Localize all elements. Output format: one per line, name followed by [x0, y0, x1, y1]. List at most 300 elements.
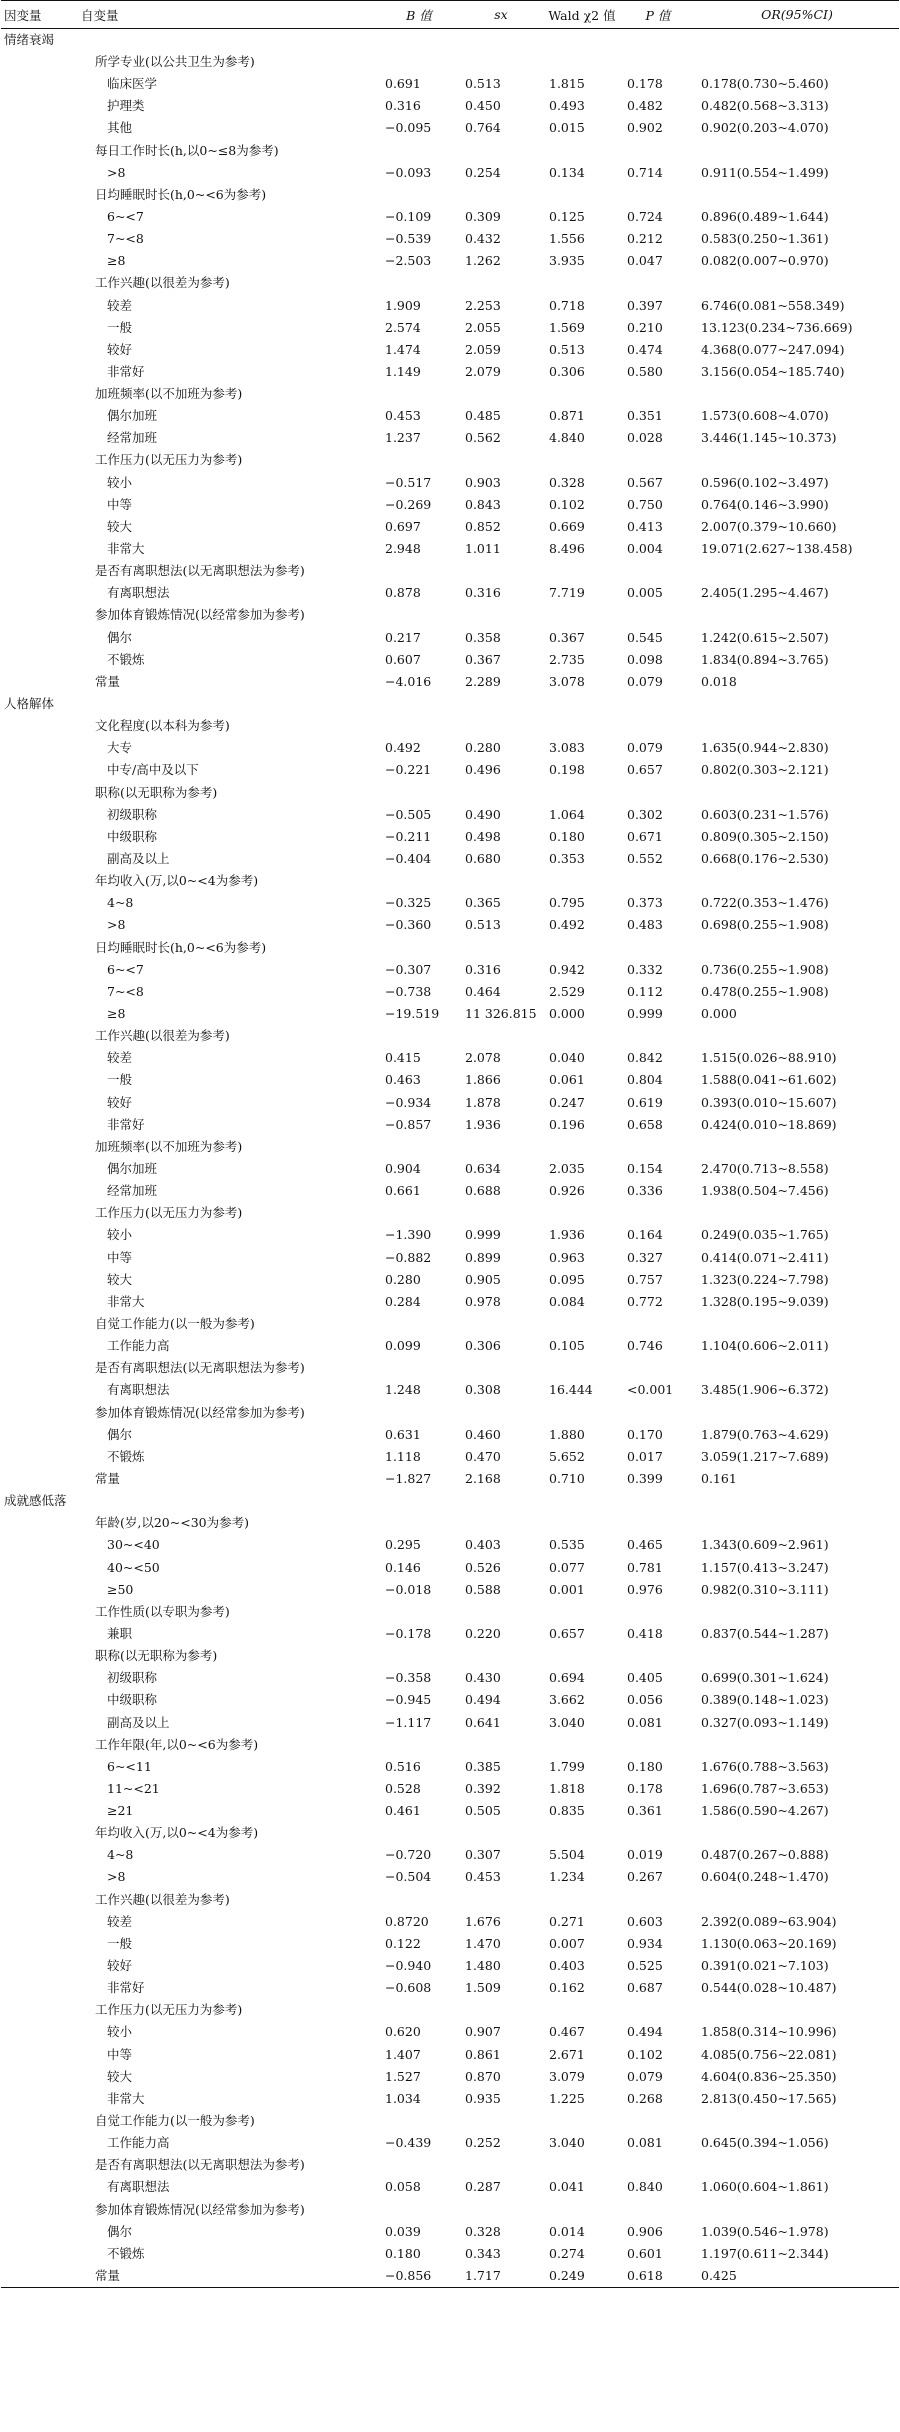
- independent-variable-cell: 日均睡眠时长(h,0~<6为参考): [95, 186, 267, 202]
- table-row: [1, 649, 899, 671]
- se-cell: 0.367: [465, 651, 501, 667]
- p-value-cell: 0.397: [627, 297, 663, 313]
- table-row: [1, 1557, 899, 1579]
- wald-cell: 0.492: [549, 917, 585, 933]
- b-value-cell: −0.856: [379, 2265, 459, 2288]
- dependent-variable-cell: [1, 1756, 79, 1778]
- table-row: [1, 1158, 899, 1180]
- dependent-variable-cell: [1, 1845, 79, 1867]
- or-ci-cell: 1.104(0.606~2.011): [701, 1338, 829, 1354]
- or-ci-cell: 1.586(0.590~4.267): [701, 1803, 829, 1819]
- se-cell: 0.287: [465, 2179, 501, 2195]
- dependent-variable-cell: [1, 826, 79, 848]
- table-row: [1, 1933, 899, 1955]
- b-value-cell: 0.631: [385, 1426, 421, 1442]
- se-cell: 0.496: [465, 762, 501, 778]
- independent-variable-cell: 常量: [95, 673, 121, 689]
- dependent-variable-cell: [1, 2022, 79, 2044]
- p-value-cell: [621, 1645, 695, 1667]
- table-row: [1, 892, 899, 914]
- or-ci-cell: 0.722(0.353~1.476): [701, 895, 829, 911]
- or-ci-cell: [695, 1202, 899, 1224]
- se-cell: [459, 2199, 543, 2221]
- table-row: [1, 95, 899, 117]
- or-ci-cell: 1.879(0.763~4.629): [701, 1426, 829, 1442]
- p-value-cell: 0.934: [627, 1935, 663, 1951]
- b-value-cell: −0.882: [385, 1249, 432, 1265]
- dependent-variable-cell: 情绪衰竭: [4, 31, 55, 47]
- wald-cell: 3.083: [549, 740, 585, 756]
- dependent-variable-cell: [1, 295, 79, 317]
- table-row: [1, 1291, 899, 1313]
- independent-variable-cell: 非常大: [107, 541, 145, 557]
- independent-variable-cell: 偶尔加班: [107, 1160, 158, 1176]
- table-row: [1, 472, 899, 494]
- dependent-variable-cell: [1, 1955, 79, 1977]
- dependent-variable-cell: [1, 1468, 79, 1490]
- or-ci-cell: 0.809(0.305~2.150): [701, 828, 829, 844]
- independent-variable-cell: 4~8: [107, 1847, 134, 1863]
- p-value-cell: [621, 2199, 695, 2221]
- p-value-cell: [621, 1202, 695, 1224]
- dependent-variable-cell: [1, 848, 79, 870]
- or-ci-cell: 4.604(0.836~25.350): [701, 2068, 837, 2084]
- b-value-cell: [379, 1512, 459, 1534]
- dependent-variable-cell: [1, 361, 79, 383]
- p-value-cell: [621, 2110, 695, 2132]
- b-value-cell: 0.122: [385, 1935, 421, 1951]
- b-value-cell: 0.607: [385, 651, 421, 667]
- se-cell: 0.316: [465, 585, 501, 601]
- table-row: [1, 981, 899, 1003]
- se-cell: 0.526: [465, 1559, 501, 1575]
- independent-variable-cell: 11~<21: [107, 1780, 160, 1796]
- independent-variable-cell: 较差: [107, 1913, 133, 1929]
- wald-cell: [543, 1822, 621, 1844]
- independent-variable-cell: [79, 29, 379, 52]
- b-value-cell: [379, 1601, 459, 1623]
- p-value-cell: 0.724: [627, 208, 663, 224]
- se-cell: 1.262: [465, 253, 501, 269]
- independent-variable-cell: 6~<7: [107, 961, 144, 977]
- p-value-cell: [621, 184, 695, 206]
- p-value-cell: [621, 273, 695, 295]
- b-value-cell: −4.016: [385, 673, 432, 689]
- wald-cell: 0.535: [549, 1537, 585, 1553]
- header-standard-error: sx: [459, 1, 543, 29]
- se-cell: 0.307: [465, 1847, 501, 1863]
- b-value-cell: 0.453: [385, 408, 421, 424]
- b-value-cell: [379, 1136, 459, 1158]
- or-ci-cell: 1.515(0.026~88.910): [701, 1050, 837, 1066]
- dependent-variable-cell: [1, 1424, 79, 1446]
- or-ci-cell: [695, 184, 899, 206]
- se-cell: [459, 1889, 543, 1911]
- table-row: [1, 760, 899, 782]
- independent-variable-cell: 较大: [107, 518, 133, 534]
- p-value-cell: 0.618: [621, 2265, 695, 2288]
- header-p-value: P 值: [621, 1, 695, 29]
- regression-table: [1, 0, 899, 2288]
- se-cell: 0.861: [465, 2046, 501, 2062]
- dependent-variable-cell: [1, 494, 79, 516]
- table-row: [1, 1512, 899, 1534]
- table-row: [1, 228, 899, 250]
- wald-cell: 3.040: [549, 1714, 585, 1730]
- or-ci-cell: 1.938(0.504~7.456): [701, 1183, 829, 1199]
- b-value-cell: −0.940: [385, 1958, 432, 1974]
- b-value-cell: [379, 1645, 459, 1667]
- table-row: [1, 2022, 899, 2044]
- or-ci-cell: 0.249(0.035~1.765): [701, 1227, 829, 1243]
- dependent-variable-cell: [1, 339, 79, 361]
- table-row: [1, 1092, 899, 1114]
- or-ci-cell: 1.197(0.611~2.344): [701, 2245, 829, 2261]
- dependent-variable-cell: [1, 516, 79, 538]
- b-value-cell: 0.058: [385, 2179, 421, 2195]
- p-value-cell: 0.418: [627, 1625, 663, 1641]
- p-value-cell: 0.840: [627, 2179, 663, 2195]
- or-ci-cell: 1.130(0.063~20.169): [701, 1935, 837, 1951]
- b-value-cell: −0.539: [385, 231, 432, 247]
- dependent-variable-cell: [1, 804, 79, 826]
- or-ci-cell: [695, 1889, 899, 1911]
- se-cell: 0.403: [465, 1537, 501, 1553]
- dependent-variable-cell: [1, 1579, 79, 1601]
- dependent-variable-cell: [1, 2199, 79, 2221]
- b-value-cell: −0.109: [385, 208, 432, 224]
- se-cell: 1.676: [465, 1913, 501, 1929]
- wald-cell: [543, 1512, 621, 1534]
- se-cell: 0.460: [465, 1426, 501, 1442]
- independent-variable-cell: 年均收入(万,以0~<4为参考): [95, 1825, 259, 1841]
- or-ci-cell: 0.000: [701, 1006, 737, 1021]
- se-cell: 0.490: [465, 806, 501, 822]
- table-row: [1, 1003, 899, 1025]
- table-row: [1, 2110, 899, 2132]
- independent-variable-cell: 工作能力高: [107, 1338, 170, 1354]
- independent-variable-cell: 工作压力(以无压力为参考): [95, 452, 243, 468]
- wald-cell: [543, 605, 621, 627]
- independent-variable-cell: 副高及以上: [107, 851, 170, 867]
- b-value-cell: −19.519: [385, 1006, 440, 1021]
- table-row: [1, 1202, 899, 1224]
- b-value-cell: 1.118: [385, 1448, 421, 1464]
- independent-variable-cell: 是否有离职想法(以无离职想法为参考): [95, 1360, 305, 1376]
- table-row: [1, 295, 899, 317]
- dependent-variable-cell: [1, 1269, 79, 1291]
- wald-cell: 0.105: [549, 1338, 585, 1354]
- or-ci-cell: [695, 937, 899, 959]
- b-value-cell: −0.358: [385, 1670, 432, 1686]
- independent-variable-cell: 中级职称: [107, 1692, 158, 1708]
- se-cell: 0.464: [465, 983, 501, 999]
- se-cell: 1.717: [459, 2265, 543, 2288]
- se-cell: 1.509: [465, 1980, 501, 1996]
- or-ci-cell: 1.588(0.041~61.602): [701, 1072, 837, 1088]
- table-row: [1, 1778, 899, 1800]
- b-value-cell: −0.945: [385, 1692, 432, 1708]
- p-value-cell: 0.302: [627, 806, 663, 822]
- se-cell: 0.306: [465, 1338, 501, 1354]
- b-value-cell: 0.620: [385, 2024, 421, 2040]
- dependent-variable-cell: [1, 671, 79, 693]
- or-ci-cell: 0.668(0.176~2.530): [701, 851, 829, 867]
- b-value-cell: 0.461: [385, 1803, 421, 1819]
- b-value-cell: 1.407: [385, 2046, 421, 2062]
- b-value-cell: [379, 1734, 459, 1756]
- se-cell: 0.498: [465, 828, 501, 844]
- p-value-cell: [621, 937, 695, 959]
- independent-variable-cell: 较大: [107, 2068, 133, 2084]
- b-value-cell: 0.284: [385, 1293, 421, 1309]
- wald-cell: 0.926: [549, 1183, 585, 1199]
- table-row: [1, 1911, 899, 1933]
- table-row: [1, 848, 899, 870]
- wald-cell: 1.799: [549, 1758, 585, 1774]
- dependent-variable-cell: [1, 450, 79, 472]
- wald-cell: 0.403: [549, 1958, 585, 1974]
- wald-cell: 5.652: [549, 1448, 585, 1464]
- or-ci-cell: [695, 782, 899, 804]
- dependent-variable-cell: [1, 2132, 79, 2154]
- p-value-cell: 0.081: [627, 1714, 663, 1730]
- table-row: [1, 1601, 899, 1623]
- dependent-variable-cell: [1, 538, 79, 560]
- or-ci-cell: [695, 2155, 899, 2177]
- wald-cell: 0.467: [549, 2024, 585, 2040]
- p-value-cell: 0.619: [627, 1094, 663, 1110]
- wald-cell: 0.196: [549, 1116, 585, 1132]
- or-ci-cell: [695, 1734, 899, 1756]
- se-cell: [459, 1202, 543, 1224]
- wald-cell: 1.936: [549, 1227, 585, 1243]
- wald-cell: 3.079: [549, 2068, 585, 2084]
- dependent-variable-cell: [1, 2000, 79, 2022]
- p-value-cell: 0.976: [627, 1581, 663, 1597]
- dependent-variable-cell: [1, 2177, 79, 2199]
- se-cell: 2.059: [465, 341, 501, 357]
- or-ci-cell: 4.368(0.077~247.094): [701, 341, 845, 357]
- se-cell: 2.168: [465, 1470, 501, 1486]
- p-value-cell: 0.545: [627, 629, 663, 645]
- b-value-cell: −0.221: [385, 762, 432, 778]
- or-ci-cell: 1.696(0.787~3.653): [701, 1780, 829, 1796]
- independent-variable-cell: 初级职称: [107, 806, 158, 822]
- or-ci-cell: [695, 1512, 899, 1534]
- table-row: [1, 1446, 899, 1468]
- wald-cell: 0.835: [549, 1803, 585, 1819]
- or-ci-cell: 19.071(2.627~138.458): [701, 541, 853, 557]
- b-value-cell: 0.180: [385, 2245, 421, 2261]
- se-cell: 1.480: [465, 1958, 501, 1974]
- p-value-cell: 0.079: [627, 2068, 663, 2084]
- or-ci-cell: 0.391(0.021~7.103): [701, 1958, 829, 1974]
- independent-variable-cell: 较差: [107, 297, 133, 313]
- b-value-cell: [379, 273, 459, 295]
- or-ci-cell: 0.911(0.554~1.499): [701, 164, 829, 180]
- b-value-cell: 0.516: [385, 1758, 421, 1774]
- se-cell: [459, 560, 543, 582]
- independent-variable-cell: 职称(以无职称为参考): [95, 1648, 218, 1664]
- wald-cell: [543, 51, 621, 73]
- p-value-cell: 0.671: [627, 828, 663, 844]
- b-value-cell: 2.948: [385, 541, 421, 557]
- or-ci-cell: 1.635(0.944~2.830): [701, 740, 829, 756]
- se-cell: 0.343: [465, 2245, 501, 2261]
- dependent-variable-cell: [1, 162, 79, 184]
- independent-variable-cell: 兼职: [107, 1625, 133, 1641]
- or-ci-cell: 2.813(0.450~17.565): [701, 2090, 837, 2106]
- wald-cell: 0.134: [549, 164, 585, 180]
- p-value-cell: 0.170: [627, 1426, 663, 1442]
- or-ci-cell: 1.060(0.604~1.861): [701, 2179, 829, 2195]
- table-row: [1, 1889, 899, 1911]
- independent-variable-cell: 较差: [107, 1050, 133, 1066]
- dependent-variable-cell: 成就感低落: [4, 1493, 67, 1509]
- se-cell: [459, 1025, 543, 1047]
- or-ci-cell: 1.573(0.608~4.070): [701, 408, 829, 424]
- b-value-cell: [379, 51, 459, 73]
- p-value-cell: 0.525: [627, 1958, 663, 1974]
- se-cell: [459, 273, 543, 295]
- independent-variable-cell: 所学专业(以公共卫生为参考): [95, 53, 255, 69]
- b-value-cell: [379, 1357, 459, 1379]
- p-value-cell: [621, 693, 695, 715]
- table-row: [1, 782, 899, 804]
- independent-variable-cell: 不锻炼: [107, 1448, 145, 1464]
- or-ci-cell: [695, 1402, 899, 1424]
- se-cell: [459, 1645, 543, 1667]
- p-value-cell: 0.180: [627, 1758, 663, 1774]
- se-cell: [459, 51, 543, 73]
- independent-variable-cell: 较小: [107, 474, 133, 490]
- or-ci-cell: [695, 1313, 899, 1335]
- dependent-variable-cell: [1, 1645, 79, 1667]
- wald-cell: [543, 1025, 621, 1047]
- independent-variable-cell: 工作年限(年,以0~<6为参考): [95, 1736, 259, 1752]
- independent-variable-cell: 6~<11: [107, 1758, 152, 1774]
- b-value-cell: 0.295: [385, 1537, 421, 1553]
- dependent-variable-cell: [1, 959, 79, 981]
- wald-cell: 8.496: [549, 541, 585, 557]
- table-row: [1, 1734, 899, 1756]
- independent-variable-cell: 偶尔: [107, 1426, 133, 1442]
- p-value-cell: [621, 1512, 695, 1534]
- wald-cell: 1.225: [549, 2090, 585, 2106]
- table-row: [1, 1490, 899, 1512]
- dependent-variable-cell: [1, 1889, 79, 1911]
- dependent-variable-cell: [1, 118, 79, 140]
- b-value-cell: 0.8720: [385, 1913, 429, 1929]
- wald-cell: 0.125: [549, 208, 585, 224]
- se-cell: [459, 184, 543, 206]
- dependent-variable-cell: 人格解体: [4, 696, 55, 712]
- or-ci-cell: 2.470(0.713~8.558): [701, 1160, 829, 1176]
- table-row: [1, 1180, 899, 1202]
- dependent-variable-cell: [1, 1158, 79, 1180]
- table-row: [1, 1335, 899, 1357]
- independent-variable-cell: 非常好: [107, 363, 145, 379]
- or-ci-cell: 0.018: [701, 673, 737, 689]
- table-row: [1, 627, 899, 649]
- independent-variable-cell: 4~8: [107, 895, 134, 911]
- dependent-variable-cell: [1, 870, 79, 892]
- wald-cell: 1.569: [549, 319, 585, 335]
- or-ci-cell: 0.736(0.255~1.908): [701, 961, 829, 977]
- table-row: [1, 405, 899, 427]
- p-value-cell: 0.373: [627, 895, 663, 911]
- se-cell: 0.432: [465, 231, 501, 247]
- dependent-variable-cell: [1, 2044, 79, 2066]
- independent-variable-cell: 偶尔: [107, 629, 133, 645]
- table-row: [1, 1313, 899, 1335]
- p-value-cell: [621, 29, 695, 52]
- dependent-variable-cell: [1, 583, 79, 605]
- dependent-variable-cell: [1, 1712, 79, 1734]
- dependent-variable-cell: [1, 1557, 79, 1579]
- p-value-cell: 0.494: [627, 2024, 663, 2040]
- dependent-variable-cell: [1, 605, 79, 627]
- table-row: [1, 1424, 899, 1446]
- se-cell: 0.978: [465, 1293, 501, 1309]
- se-cell: [459, 937, 543, 959]
- or-ci-cell: 0.389(0.148~1.023): [701, 1692, 829, 1708]
- p-value-cell: 0.081: [627, 2135, 663, 2151]
- b-value-cell: [379, 605, 459, 627]
- se-cell: 2.078: [465, 1050, 501, 1066]
- header-odds-ratio: OR(95%CI): [695, 1, 899, 29]
- or-ci-cell: [695, 51, 899, 73]
- dependent-variable-cell: [1, 228, 79, 250]
- or-ci-cell: [695, 29, 899, 52]
- independent-variable-cell: 偶尔: [107, 2223, 133, 2239]
- independent-variable-cell: 中等: [107, 496, 133, 512]
- table-row: [1, 826, 899, 848]
- or-ci-cell: 1.242(0.615~2.507): [701, 629, 829, 645]
- p-value-cell: 0.336: [627, 1183, 663, 1199]
- se-cell: 0.505: [465, 1803, 501, 1819]
- b-value-cell: 0.661: [385, 1183, 421, 1199]
- table-row: [1, 1756, 899, 1778]
- p-value-cell: 0.906: [627, 2223, 663, 2239]
- wald-cell: [543, 450, 621, 472]
- se-cell: [459, 1313, 543, 1335]
- table-row: [1, 2066, 899, 2088]
- se-cell: 0.688: [465, 1183, 501, 1199]
- p-value-cell: [621, 2155, 695, 2177]
- dependent-variable-cell: [1, 1690, 79, 1712]
- wald-cell: [543, 1734, 621, 1756]
- independent-variable-cell: 工作兴趣(以很差为参考): [95, 1891, 230, 1907]
- b-value-cell: 1.034: [385, 2090, 421, 2106]
- or-ci-cell: 3.059(1.217~7.689): [701, 1448, 829, 1464]
- or-ci-cell: 3.156(0.054~185.740): [701, 363, 845, 379]
- p-value-cell: 0.842: [627, 1050, 663, 1066]
- dependent-variable-cell: [1, 760, 79, 782]
- b-value-cell: −0.325: [385, 895, 432, 911]
- p-value-cell: 0.603: [627, 1913, 663, 1929]
- b-value-cell: −0.307: [385, 961, 432, 977]
- b-value-cell: 0.280: [385, 1271, 421, 1287]
- b-value-cell: [379, 2199, 459, 2221]
- se-cell: [459, 140, 543, 162]
- wald-cell: [543, 870, 621, 892]
- wald-cell: 1.880: [549, 1426, 585, 1442]
- dependent-variable-cell: [1, 981, 79, 1003]
- table-row: [1, 804, 899, 826]
- p-value-cell: [621, 450, 695, 472]
